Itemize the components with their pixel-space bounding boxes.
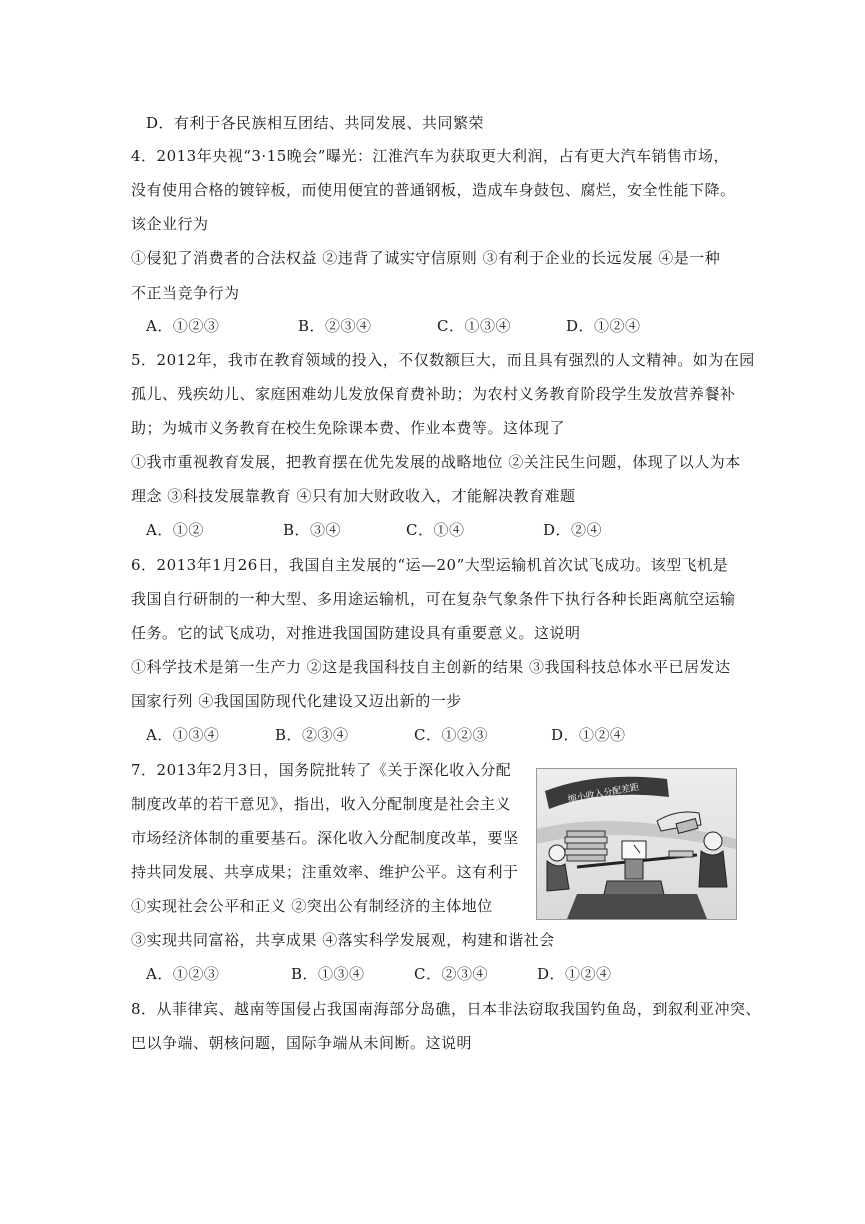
q5-option-c: C．①④ (406, 521, 465, 539)
q7-option-b: B．①③④ (291, 965, 365, 983)
q5-line-2: 孤儿、残疾幼儿、家庭困难幼儿发放保育费补助；为农村义务教育阶段学生发放营养餐补 (131, 385, 736, 403)
q7-option-d: D．①②④ (537, 965, 612, 983)
q4-line-1: 4．2013年央视“3·15晚会”曝光：江淮汽车为获取更大利润，占有更大汽车销售市场， (131, 147, 729, 165)
q7-option-a: A．①②③ (146, 965, 220, 983)
q6-option-c: C．①②③ (414, 726, 488, 744)
q6-line-4: ①科学技术是第一生产力 ②这是我国科技自主创新的结果 ③我国科技总体水平已居发达 (131, 658, 731, 676)
q6-line-2: 我国自行研制的一种大型、多用途运输机，可在复杂气象条件下执行各种长距离航空运输 (131, 590, 736, 608)
q6-line-1: 6．2013年1月26日，我国自主发展的“运—20”大型运输机首次试飞成功。该型飞机是 (131, 556, 729, 574)
q7-line-3: 市场经济体制的重要基石。深化收入分配制度改革，要坚 (131, 829, 519, 847)
q5-line-5: 理念 ③科技发展靠教育 ④只有加大财政收入，才能解决教育难题 (131, 487, 576, 505)
q3-option-d: D．有利于各民族相互团结、共同发展、共同繁荣 (146, 114, 485, 132)
q7-line-6: ③实现共同富裕，共享成果 ④落实科学发展观，构建和谐社会 (131, 931, 555, 949)
q4-line-4: ①侵犯了消费者的合法权益 ②违背了诚实守信原则 ③有利于企业的长远发展 ④是一种 (131, 249, 721, 267)
q7-options (146, 964, 746, 984)
q6-options (146, 725, 746, 745)
q5-options (146, 520, 746, 540)
q6-line-5: 国家行列 ④我国国防现代化建设又迈出新的一步 (131, 692, 462, 710)
q7-line-4: 持共同发展、共享成果；注重效率、维护公平。这有利于 (131, 863, 519, 881)
q6-option-a: A．①③④ (146, 726, 220, 744)
q8-line-1: 8．从菲律宾、越南等国侵占我国南海部分岛礁，日本非法窃取我国钓鱼岛，到叙利亚冲突、 (131, 1000, 762, 1018)
q4-option-c: C．①③④ (437, 317, 511, 335)
q5-line-4: ①我市重视教育发展，把教育摆在优先发展的战略地位 ②关注民生问题，体现了以人为本 (131, 453, 741, 471)
q4-line-5: 不正当竞争行为 (131, 284, 240, 302)
q4-options (146, 316, 746, 336)
q6-option-b: B．②③④ (275, 726, 349, 744)
q4-line-3: 该企业行为 (131, 215, 209, 233)
q4-option-a: A．①②③ (146, 317, 220, 335)
q4-option-b: B．②③④ (298, 317, 372, 335)
cartoon-drawing (537, 769, 736, 919)
q4-line-2: 没有使用合格的镀锌板，而使用便宜的普通钢板，造成车身鼓包、腐烂，安全性能下降。 (131, 181, 736, 199)
q5-line-1: 5．2012年，我市在教育领域的投入，不仅数额巨大，而且具有强烈的人文精神。如为在园 (131, 351, 755, 369)
q7-line-1: 7．2013年2月3日，国务院批转了《关于深化收入分配 (131, 761, 512, 779)
q5-option-b: B．③④ (283, 521, 342, 539)
q5-option-d: D．②④ (543, 521, 603, 539)
banner-text: 缩小收入分配差距 (567, 782, 640, 806)
q6-line-3: 任务。它的试飞成功，对推进我国国防建设具有重要意义。这说明 (131, 624, 581, 642)
q8-line-2: 巴以争端、朝核问题，国际争端从未间断。这说明 (131, 1034, 473, 1052)
money-stack-icon (565, 831, 607, 861)
q7-line-2: 制度改革的若干意见》，指出，收入分配制度是社会主义 (131, 795, 512, 813)
income-distribution-cartoon (536, 768, 737, 920)
q5-line-3: 助；为城市义务教育在校生免除课本费、作业本费等。这体现了 (131, 419, 566, 437)
q5-option-a: A．①② (146, 521, 204, 539)
q7-line-5: ①实现社会公平和正义 ②突出公有制经济的主体地位 (131, 897, 493, 915)
q6-option-d: D．①②④ (551, 726, 626, 744)
q4-option-d: D．①②④ (566, 317, 641, 335)
q7-option-c: C．②③④ (414, 965, 488, 983)
